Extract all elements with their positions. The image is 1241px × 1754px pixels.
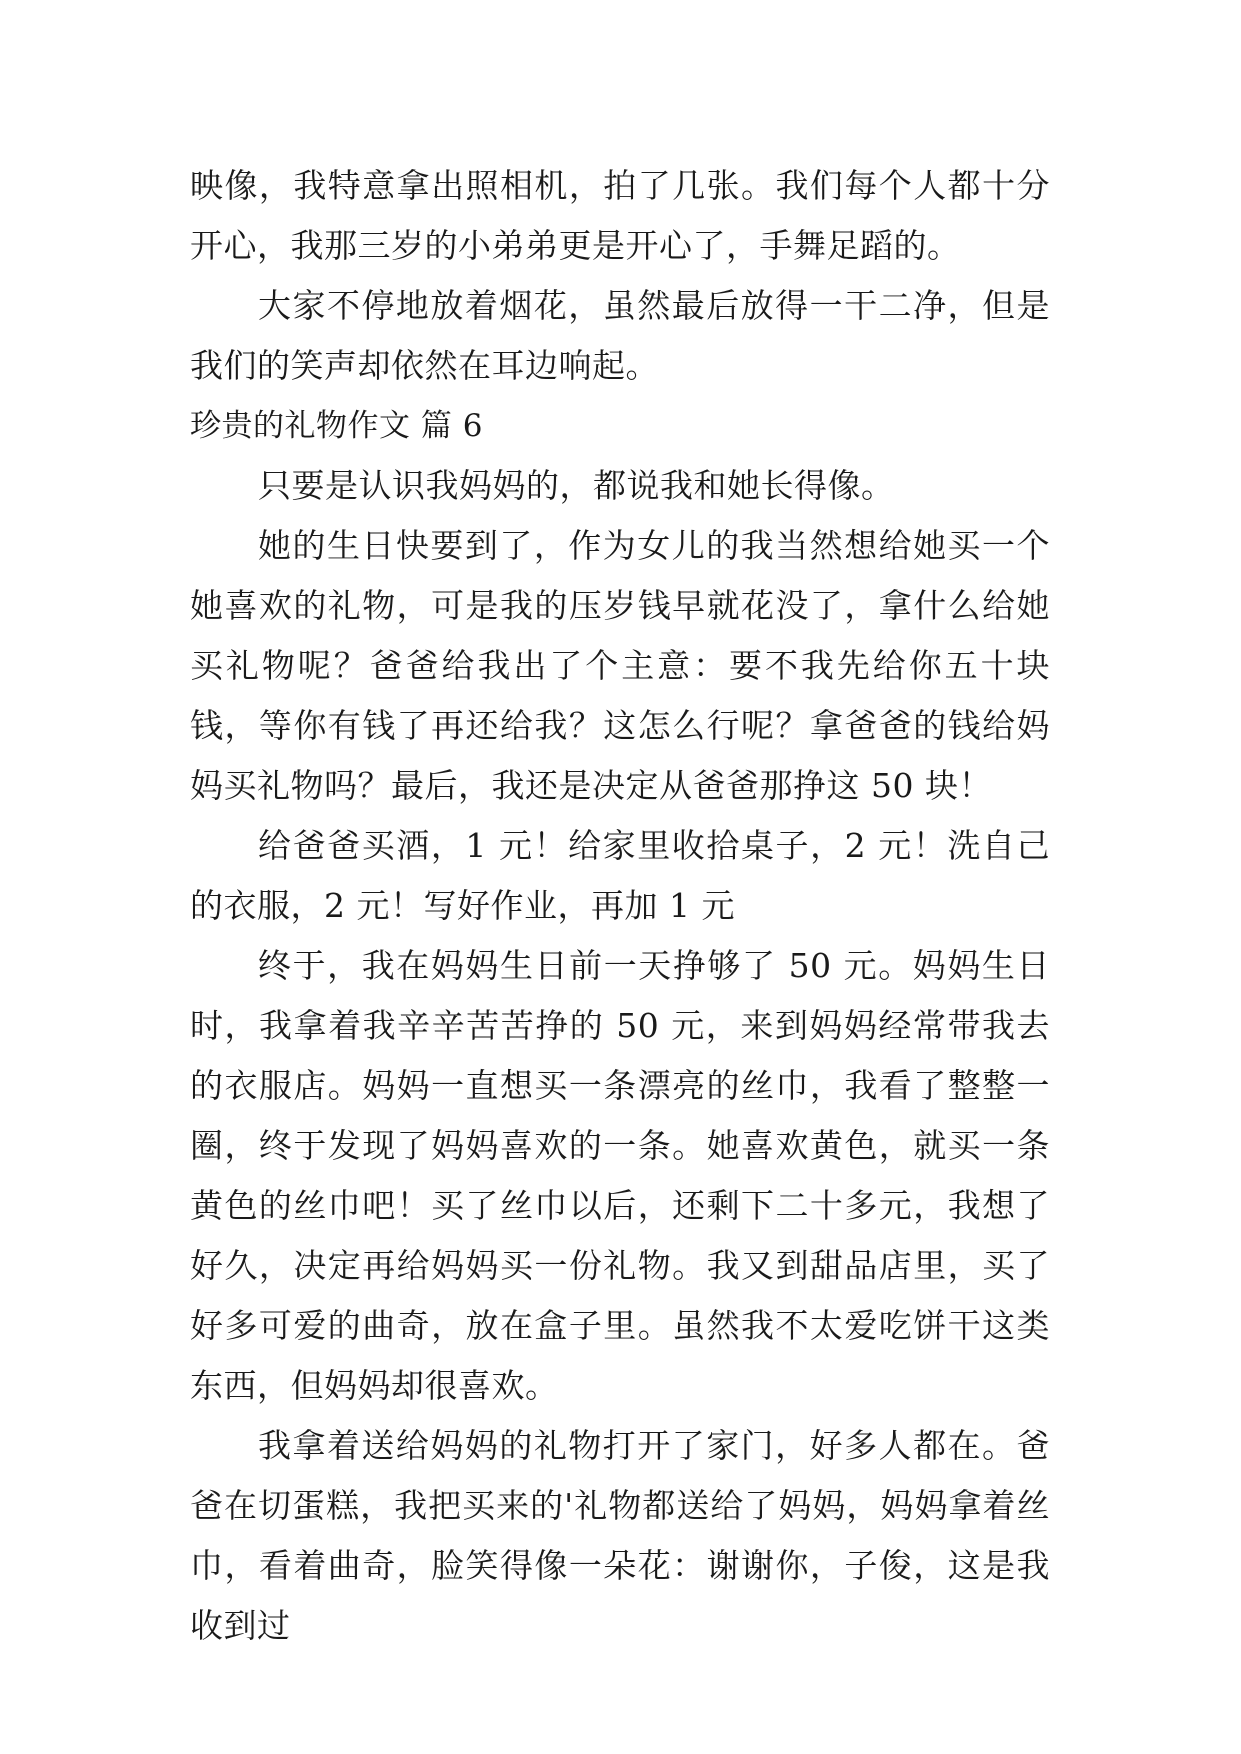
paragraph-gift: 我拿着送给妈妈的礼物打开了家门，好多人都在。爸爸在切蛋糕，我把买来的'礼物都送给了妈妈，妈妈拿着丝巾，看着曲奇，脸笑得像一朵花：谢谢你，子俊，这是我收到过	[190, 1426, 1050, 1645]
paragraph-continued: 映像，我特意拿出照相机，拍了几张。我们每个人都十分开心，我那三岁的小弟弟更是开心了，手舞足蹈的。	[190, 166, 1050, 265]
paragraph-chores: 给爸爸买酒，1 元！给家里收拾桌子，2 元！洗自己的衣服，2 元！写好作业，再加 1 元	[190, 826, 1050, 925]
section-title: 珍贵的礼物作文 篇 6	[190, 408, 483, 444]
document-body	[190, 156, 1050, 1656]
paragraph-birthday: 她的生日快要到了，作为女儿的我当然想给她买一个她喜欢的礼物，可是我的压岁钱早就花没了，拿什么给她买礼物呢？爸爸给我出了个主意：要不我先给你五十块钱，等你有钱了再还给我？这怎么行呢？拿爸爸的钱给妈妈买礼物吗？最后，我还是决定从爸爸那挣这 50 块！	[190, 526, 1050, 805]
paragraph-shopping: 终于，我在妈妈生日前一天挣够了 50 元。妈妈生日时，我拿着我辛辛苦苦挣的 50 元，来到妈妈经常带我去的衣服店。妈妈一直想买一条漂亮的丝巾，我看了整整一圈，终于发现了妈妈喜欢的一条。她喜欢黄色，就买一条黄色的丝巾吧！买了丝巾以后，还剩下二十多元，我想了好久，决定再给妈妈买一份礼物。我又到甜品店里，买了好多可爱的曲奇，放在盒子里。虽然我不太爱吃饼干这类东西，但妈妈却很喜欢。	[190, 946, 1050, 1405]
paragraph-fireworks: 大家不停地放着烟花，虽然最后放得一干二净，但是我们的笑声却依然在耳边响起。	[190, 286, 1050, 385]
paragraph-intro: 只要是认识我妈妈的，都说我和她长得像。	[258, 466, 895, 505]
